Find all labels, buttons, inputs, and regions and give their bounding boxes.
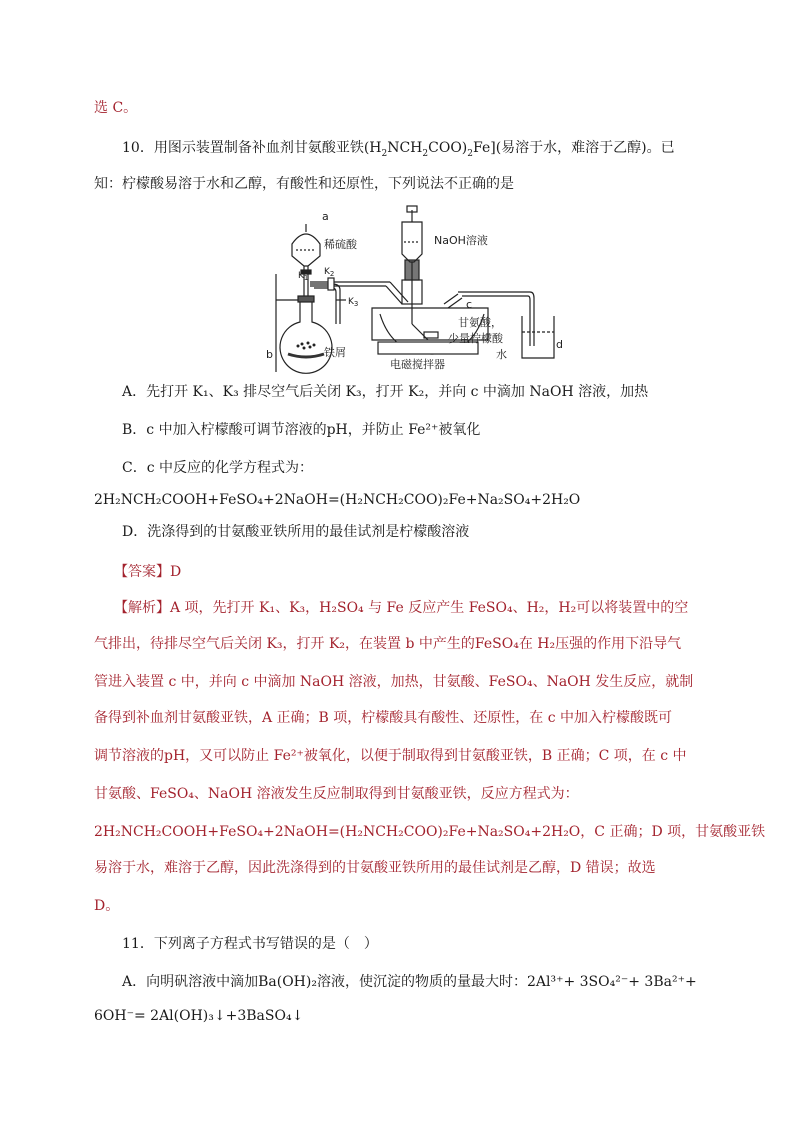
label-glycine: 甘氨酸， <box>458 316 502 329</box>
analysis-line: 调节溶液的pH，又可以防止 Fe²⁺被氧化，以便于制取得到甘氨酸亚铁，B 正确；C 项，在 c 中 <box>94 748 687 764</box>
q10-stem-line2: 知：柠檬酸易溶于水和乙醇，有酸性和还原性，下列说法不正确的是 <box>94 176 514 192</box>
q10-stem-post: Fe](易溶于水，难溶于乙醇)。已 <box>473 140 675 156</box>
round-flask-b <box>280 302 332 373</box>
label-water: 水 <box>496 348 507 361</box>
label-stirrer: 电磁搅拌器 <box>390 358 445 371</box>
analysis-line: 甘氨酸、FeSO₄、NaOH 溶液发生反应制取得到甘氨酸亚铁，反应方程式为： <box>94 786 579 802</box>
q10-answer: 【答案】D <box>114 564 182 580</box>
label-a: a <box>322 210 329 223</box>
analysis-line: 气排出，待排尽空气后关闭 K₃，打开 K₂，在装置 b 中产生的FeSO₄在 H₂压强的作用下沿导气 <box>94 636 682 652</box>
q10-stem-mid2: COO) <box>428 140 468 156</box>
q10-stem-line1 <box>122 138 675 158</box>
subscript: 2 <box>381 148 388 159</box>
analysis-line: 易溶于水，难溶于乙醇，因此洗涤得到的甘氨酸亚铁所用的最佳试剂是乙醇，D 错误；故选 <box>94 860 656 876</box>
subscript: 2 <box>467 148 473 159</box>
label-iron-scrap: 铁屑 <box>324 346 346 359</box>
label-b: b <box>266 348 273 361</box>
label-k3: $K_3$ <box>348 297 359 308</box>
label-d: d <box>556 338 563 351</box>
label-dilute-acid: 稀硫酸 <box>324 238 357 251</box>
analysis-line: 【解析】A 项，先打开 K₁、K₃，H₂SO₄ 与 Fe 反应产生 FeSO₄、H₂，H₂可以将装置中的空 <box>114 600 689 616</box>
q10-option-b: B．c 中加入柠檬酸可调节溶液的pH，并防止 Fe²⁺被氧化 <box>122 422 481 438</box>
analysis-line: D。 <box>94 898 120 914</box>
label-naoh: NaOH溶液 <box>434 234 488 247</box>
subscript: 2 <box>422 148 429 159</box>
label-k1: $K_1$ <box>298 271 309 282</box>
q10-option-d: D．洗涤得到的甘氨酸亚铁所用的最佳试剂是柠檬酸溶液 <box>122 524 470 540</box>
beaker-d <box>522 316 554 358</box>
label-c: c <box>466 298 473 311</box>
analysis-line: 2H₂NCH₂COOH+FeSO₄+2NaOH=(H₂NCH₂COO)₂Fe+Na₂SO₄+2H₂O，C 正确；D 项，甘氨酸亚铁 <box>94 824 766 840</box>
q10-option-c: C．c 中反应的化学方程式为： <box>122 460 314 476</box>
q10-option-a: A．先打开 K₁、K₃ 排尽空气后关闭 K₃，打开 K₂，并向 c 中滴加 NaOH 溶液，加热 <box>122 384 649 400</box>
analysis-line: 备得到补血剂甘氨酸亚铁，A 正确；B 项，柠檬酸具有酸性、还原性，在 c 中加入柠檬酸既可 <box>94 710 673 726</box>
label-citric-acid: 少量柠檬酸 <box>448 332 503 345</box>
q11-option-a-line2: 6OH⁻= 2Al(OH)₃↓+3BaSO₄↓ <box>94 1008 304 1024</box>
analysis-line: 管进入装置 c 中，并向 c 中滴加 NaOH 溶液，加热，甘氨酸、FeSO₄、NaOH 发生反应，就制 <box>94 674 694 690</box>
previous-answer-tail: 选 C。 <box>94 100 138 116</box>
apparatus-figure <box>262 204 562 372</box>
q11-stem: 11．下列离子方程式书写错误的是（ ） <box>122 936 378 952</box>
q10-stem-mid: NCH <box>387 140 423 156</box>
label-k2: $K_2$ <box>324 267 335 278</box>
q10-stem-pre: 10．用图示装置制备补血剂甘氨酸亚铁(H <box>122 140 382 156</box>
q11-option-a-line1: A．向明矾溶液中滴加Ba(OH)₂溶液，使沉淀的物质的量最大时：2Al³⁺+ 3SO₄²⁻+ 3Ba²⁺+ <box>122 974 697 990</box>
q10-option-c-equation: 2H₂NCH₂COOH+FeSO₄+2NaOH=(H₂NCH₂COO)₂Fe+Na₂SO₄+2H₂O <box>94 492 581 508</box>
